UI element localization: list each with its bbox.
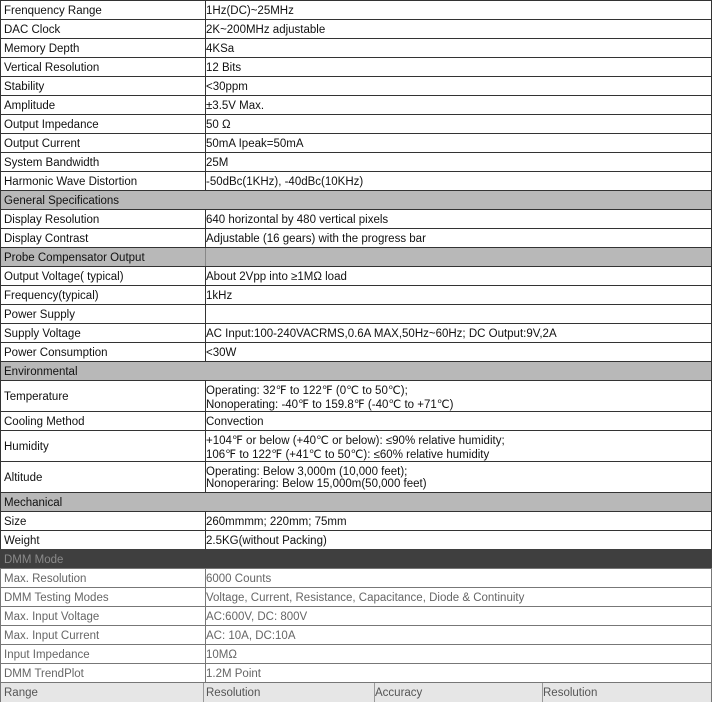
- row-value-line: 12 Bits: [206, 61, 242, 74]
- row-value: [203, 607, 711, 626]
- row-value: [203, 58, 711, 77]
- table-row: [0, 228, 712, 248]
- row-label: General Specifications: [4, 194, 120, 207]
- row-value: [203, 531, 711, 550]
- row-value: [203, 39, 711, 58]
- row-value: [203, 286, 711, 305]
- table-row: [0, 38, 712, 58]
- row-value-line: 50mA Ipeak=50mA: [206, 137, 304, 150]
- row-label: Cooling Method: [1, 412, 206, 431]
- table-row: [0, 342, 712, 362]
- row-value: [203, 462, 711, 493]
- row-value: [203, 645, 711, 664]
- row-value: [203, 210, 711, 229]
- row-value-line: AC:600V, DC: 800V: [206, 610, 308, 623]
- table-row: [0, 492, 712, 512]
- row-label: Frenquency Range: [1, 1, 206, 20]
- row-value-line: 260mmmm; 220mm; 75mm: [206, 515, 347, 528]
- row-label: Size: [1, 512, 206, 531]
- row-label: Probe Compensator Output: [1, 248, 206, 267]
- row-value-line: 4KSa: [206, 42, 235, 55]
- table-row: [0, 411, 712, 431]
- row-value: [203, 664, 711, 683]
- table-row: [0, 430, 712, 462]
- table-row: [0, 57, 712, 77]
- row-value: [203, 412, 711, 431]
- row-label: Memory Depth: [1, 39, 206, 58]
- row-label: Supply Voltage: [1, 324, 206, 343]
- table-row: [0, 171, 712, 191]
- row-value-line: 10MΩ: [206, 648, 237, 661]
- row-label: Vertical Resolution: [1, 58, 206, 77]
- row-label: DMM TrendPlot: [1, 664, 206, 683]
- row-value: [203, 172, 711, 191]
- range-header-cell: Accuracy: [372, 683, 543, 702]
- row-value-line: <30ppm: [206, 80, 248, 93]
- row-label: Max. Input Current: [1, 626, 206, 645]
- row-label: Display Contrast: [1, 229, 206, 248]
- row-value-line: <30W: [206, 346, 237, 359]
- row-value: [203, 20, 711, 39]
- row-value-line: 1kHz: [206, 289, 233, 302]
- row-value: [203, 569, 711, 588]
- row-label: Weight: [1, 531, 206, 550]
- row-value: [203, 248, 711, 267]
- row-value: [203, 305, 711, 324]
- table-row: [0, 549, 712, 569]
- row-value-line: Operating: 32℉ to 122℉ (0℃ to 50℃);: [206, 384, 408, 397]
- row-label: Display Resolution: [1, 210, 206, 229]
- table-row: [0, 114, 712, 134]
- row-label: Max. Resolution: [1, 569, 206, 588]
- row-label: Input Impedance: [1, 645, 206, 664]
- row-value: [203, 229, 711, 248]
- table-row: [0, 361, 712, 381]
- row-label: DMM Mode: [4, 553, 64, 566]
- row-value-line: Adjustable (16 gears) with the progress bar: [206, 232, 426, 245]
- row-label: System Bandwidth: [1, 153, 206, 172]
- table-row: [0, 209, 712, 229]
- row-value-line: 25M: [206, 156, 229, 169]
- row-value: [203, 512, 711, 531]
- row-value-line: 1.2M Point: [206, 667, 261, 680]
- row-value-line: AC Input:100-240VACRMS,0.6A MAX,50Hz~60Hz; DC Output:9V,2A: [206, 327, 557, 340]
- row-label: Temperature: [1, 381, 206, 412]
- row-label: Output Current: [1, 134, 206, 153]
- row-value: [203, 115, 711, 134]
- row-label: Max. Input Voltage: [1, 607, 206, 626]
- table-row: [0, 95, 712, 115]
- row-label: Humidity: [1, 431, 206, 462]
- row-label: Harmonic Wave Distortion: [1, 172, 206, 191]
- table-row: [0, 190, 712, 210]
- row-value-line: 640 horizontal by 480 vertical pixels: [206, 213, 389, 226]
- table-row: [0, 0, 712, 20]
- row-value-line: Convection: [206, 415, 264, 428]
- row-label: Power Consumption: [1, 343, 206, 362]
- row-value: [203, 588, 711, 607]
- row-value-line: 2K~200MHz adjustable: [206, 23, 326, 36]
- row-label: Environmental: [4, 365, 78, 378]
- table-row: [0, 644, 712, 664]
- table-row: [0, 587, 712, 607]
- row-value: [203, 324, 711, 343]
- row-value: [203, 96, 711, 115]
- row-value: [203, 381, 711, 412]
- row-value-line: AC: 10A, DC:10A: [206, 629, 296, 642]
- row-value: [203, 267, 711, 286]
- table-row: [0, 247, 712, 267]
- row-label: Output Voltage( typical): [1, 267, 206, 286]
- row-value-line: 6000 Counts: [206, 572, 272, 585]
- row-label: Altitude: [1, 462, 206, 493]
- row-value-line: About 2Vpp into ≥1MΩ load: [206, 270, 347, 283]
- row-value-line: 106℉ to 122℉ (+41℃ to 50℃): ≤60% relative humidity: [206, 448, 490, 461]
- table-row: [0, 625, 712, 645]
- row-label: Power Supply: [1, 305, 206, 324]
- row-value-line: -50dBc(1KHz), -40dBc(10KHz): [206, 175, 364, 188]
- row-value: [203, 1, 711, 20]
- table-row: [0, 285, 712, 305]
- row-value-line: ±3.5V Max.: [206, 99, 265, 112]
- table-row: [0, 380, 712, 412]
- row-value-line: Voltage, Current, Resistance, Capacitance, Diode & Continuity: [206, 591, 525, 604]
- table-row: [0, 266, 712, 286]
- row-value-line: Operating: Below 3,000m (10,000 feet);: [206, 465, 408, 478]
- table-row: [0, 133, 712, 153]
- table-row: [0, 76, 712, 96]
- row-value: [203, 153, 711, 172]
- row-value-line: Nonoperating: -40℉ to 159.8℉ (-40℃ to +71℃): [206, 398, 454, 411]
- row-label: DMM Testing Modes: [1, 588, 206, 607]
- row-value: [203, 134, 711, 153]
- row-label: Output Impedance: [1, 115, 206, 134]
- table-row: [0, 530, 712, 550]
- table-row: [0, 663, 712, 683]
- table-row: [0, 152, 712, 172]
- row-label: Mechanical: [4, 496, 63, 509]
- table-row: [0, 461, 712, 493]
- row-label: Stability: [1, 77, 206, 96]
- table-row: [0, 304, 712, 324]
- row-label: DAC Clock: [1, 20, 206, 39]
- table-row: [0, 511, 712, 531]
- row-value: [203, 77, 711, 96]
- row-value-line: 2.5KG(without Packing): [206, 534, 327, 547]
- range-header-cell: Resolution: [543, 686, 598, 699]
- row-value: [203, 626, 711, 645]
- row-label: Amplitude: [1, 96, 206, 115]
- row-value-line: Nonoperaring: Below 15,000m(50,000 feet): [206, 477, 427, 490]
- row-value: [203, 431, 711, 462]
- row-value-line: 50 Ω: [206, 118, 231, 131]
- range-header-cell: Range: [1, 683, 204, 702]
- table-row: [0, 568, 712, 588]
- range-header-cell: Resolution: [203, 683, 375, 702]
- table-row: [0, 323, 712, 343]
- row-label: Frequency(typical): [1, 286, 206, 305]
- row-value: [203, 343, 711, 362]
- row-value-line: 1Hz(DC)~25MHz: [206, 4, 294, 17]
- table-row: [0, 19, 712, 39]
- row-value-line: +104℉ or below (+40℃ or below): ≤90% relative humidity;: [206, 434, 505, 447]
- range-header-row: [0, 682, 712, 702]
- table-row: [0, 606, 712, 626]
